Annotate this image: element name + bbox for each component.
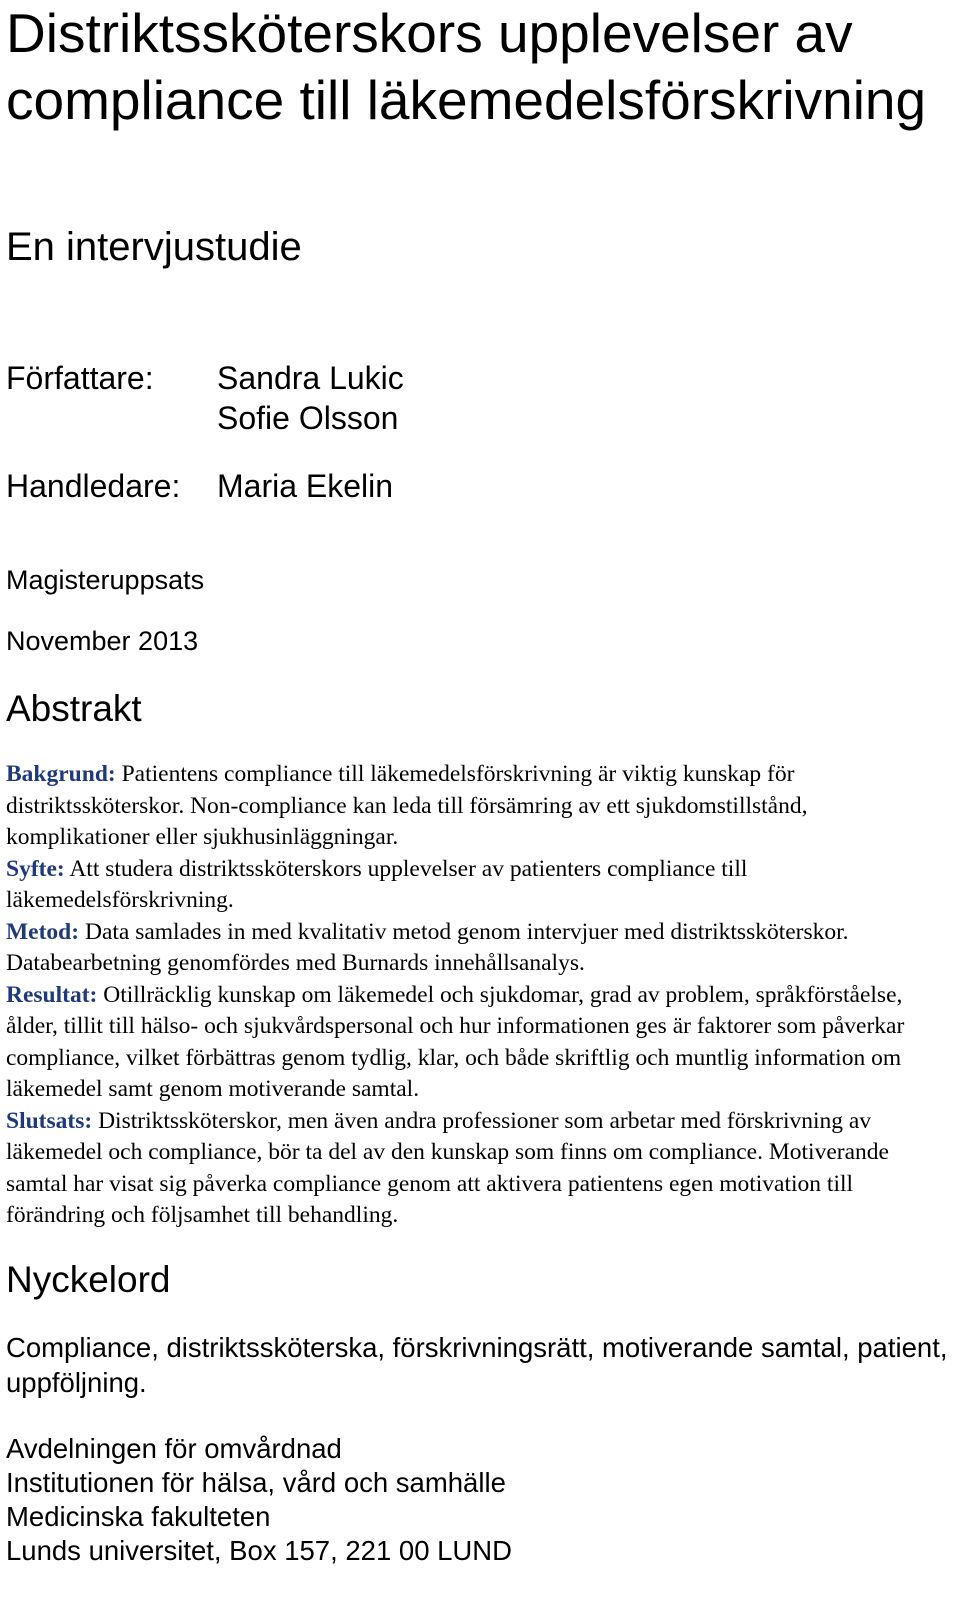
background-text: Patientens compliance till läkemedelsförskrivning är viktig kunskap för distriktssköterskor. Non-compliance kan leda till försämring av ett sjukdomstillstånd, komplikationer eller sjukhusinläggningar. xyxy=(6,761,808,850)
abstract-conclusion xyxy=(6,1106,954,1232)
results-label: Resultat: xyxy=(6,981,98,1008)
aim-label: Syfte: xyxy=(6,855,65,882)
conclusion-label: Slutsats: xyxy=(6,1107,93,1134)
background-label: Bakgrund: xyxy=(6,761,116,787)
keywords-text: Compliance, distriktssköterska, förskrivningsrätt, motiverande samtal, patient, uppföljning. xyxy=(6,1332,948,1398)
supervisor-label: Handledare: xyxy=(6,468,181,504)
author-2: Sofie Olsson xyxy=(217,400,399,436)
method-text: Data samlades in med kvalitativ metod genom intervjuer med distriktssköterskor. Databearbetning genomfördes med Burnards innehållsanalys. xyxy=(6,918,849,976)
conclusion-text: Distriktssköterskor, men även andra professioner som arbetar med förskrivning av läkemedel och compliance, bör ta del av den kunskap som finns om compliance. Motiverande samtal har visat sig påverka compliance genom att aktivera patientens egen motivation till förändring och följsamhet till behandling. xyxy=(6,1107,889,1228)
author-1: Sandra Lukic xyxy=(217,360,404,396)
authors-label: Författare: xyxy=(6,360,154,396)
abstract-background xyxy=(6,759,954,854)
thesis-type: Magisteruppsats xyxy=(6,565,205,595)
keywords-heading: Nyckelord xyxy=(6,1259,171,1300)
method-label: Metod: xyxy=(6,918,80,945)
address-line: Lunds universitet, Box 157, 221 00 LUND xyxy=(6,1535,512,1566)
thesis-title: Distriktssköterskors upplevelser av compliance till läkemedelsförskrivning xyxy=(6,2,927,131)
abstract-aim xyxy=(6,854,954,917)
abstract-results xyxy=(6,980,954,1106)
thesis-subtitle: En intervjustudie xyxy=(6,225,302,269)
affiliation-footer xyxy=(6,1432,512,1568)
supervisor-name: Maria Ekelin xyxy=(217,468,394,504)
faculty-line: Medicinska fakulteten xyxy=(6,1501,271,1532)
abstract-method xyxy=(6,917,954,980)
department-line: Avdelningen för omvårdnad xyxy=(6,1433,342,1464)
results-text: Otillräcklig kunskap om läkemedel och sjukdomar, grad av problem, språkförståelse, ålder, tillit till hälso- och sjukvårdspersonal och hur informationen ges är faktorer som påverkar compliance, vilket förbättras genom tydlig, klar, och både skriftlig och muntlig information om läkemedel samt genom motiverande samtal. xyxy=(6,981,905,1102)
abstract-body xyxy=(6,759,954,1232)
institution-line: Institutionen för hälsa, vård och samhälle xyxy=(6,1467,506,1498)
aim-text: Att studera distriktssköterskors upplevelser av patienters compliance till läkemedelsförskrivning. xyxy=(6,855,748,913)
abstract-heading: Abstrakt xyxy=(6,688,142,729)
thesis-date: November 2013 xyxy=(6,626,199,656)
